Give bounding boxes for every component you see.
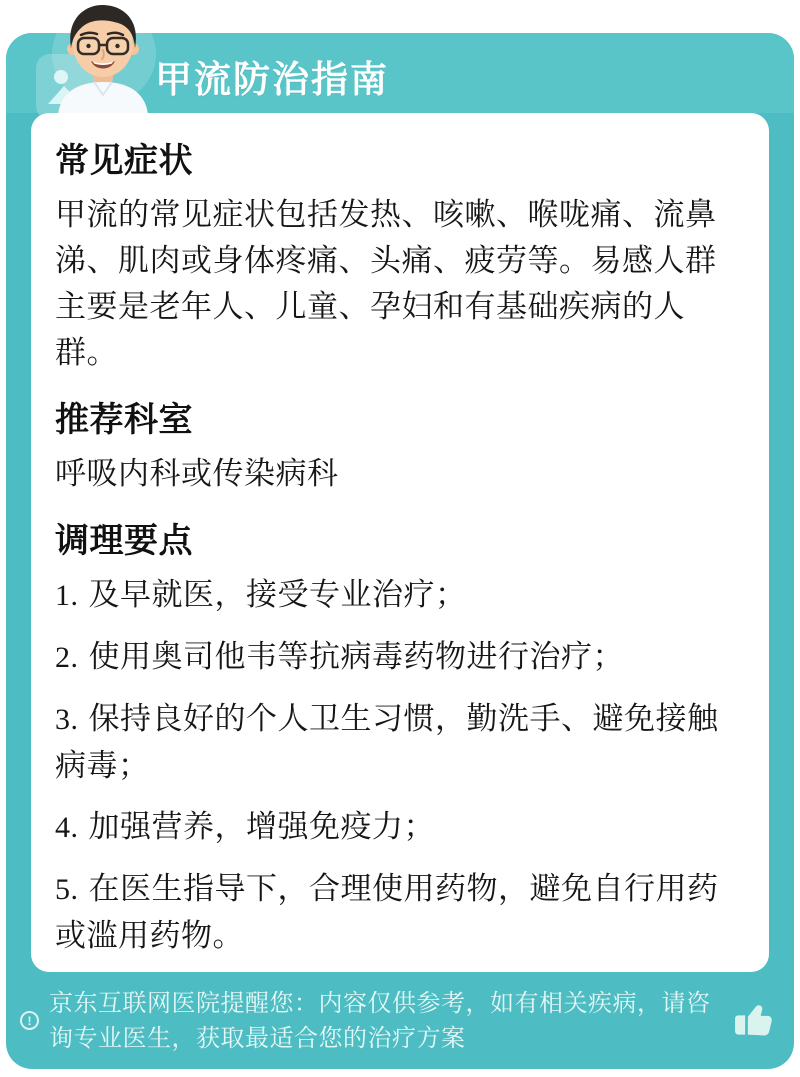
- list-item-number: 5.: [55, 873, 79, 906]
- teal-container: [6, 33, 794, 1069]
- section-heading-department: 推荐科室: [55, 401, 193, 439]
- list-item-text: 保持良好的个人卫生习惯，勤洗手、避免接触病毒；: [55, 701, 719, 783]
- list-item-number: 3.: [55, 703, 79, 736]
- disclaimer-text: 京东互联网医院提醒您：内容仅供参考，如有相关疾病，请咨询专业医生，获取最适合您的治疗方案: [49, 989, 711, 1052]
- department-paragraph: 呼吸内科或传染病科: [55, 456, 339, 491]
- list-item-text: 在医生指导下，合理使用药物，避免自行用药或滥用药物。: [55, 871, 719, 953]
- list-item-number: 1.: [55, 579, 79, 612]
- thumbs-up-icon[interactable]: [730, 996, 774, 1042]
- list-item-text: 及早就医，接受专业治疗；: [88, 577, 467, 612]
- doctor-avatar: [42, 2, 162, 115]
- list-item: [55, 634, 745, 681]
- list-item-text: 加强营养，增强免疫力；: [88, 809, 435, 844]
- symptoms-paragraph: 甲流的常见症状包括发热、咳嗽、喉咙痛、流鼻涕、肌肉或身体疼痛、头痛、疲劳等。易感人群主要是老年人、儿童、孕妇和有基础疾病的人群。: [55, 197, 717, 370]
- footer-disclaimer-bar: [6, 972, 794, 1069]
- content-card: [31, 113, 769, 972]
- list-item: [55, 866, 745, 959]
- list-item-number: 2.: [55, 641, 79, 674]
- section-heading-symptoms: 常见症状: [55, 142, 193, 180]
- list-item-text: 使用奥司他韦等抗病毒药物进行治疗；: [88, 639, 624, 674]
- list-item: [55, 572, 745, 619]
- list-item: [55, 804, 745, 851]
- info-icon: [20, 1011, 39, 1030]
- info-icon-glyph: !: [27, 1013, 32, 1028]
- list-item-number: 4.: [55, 811, 79, 844]
- page-title: 甲流防治指南: [155, 59, 389, 100]
- section-heading-care-points: 调理要点: [55, 522, 193, 560]
- list-item: [55, 696, 745, 789]
